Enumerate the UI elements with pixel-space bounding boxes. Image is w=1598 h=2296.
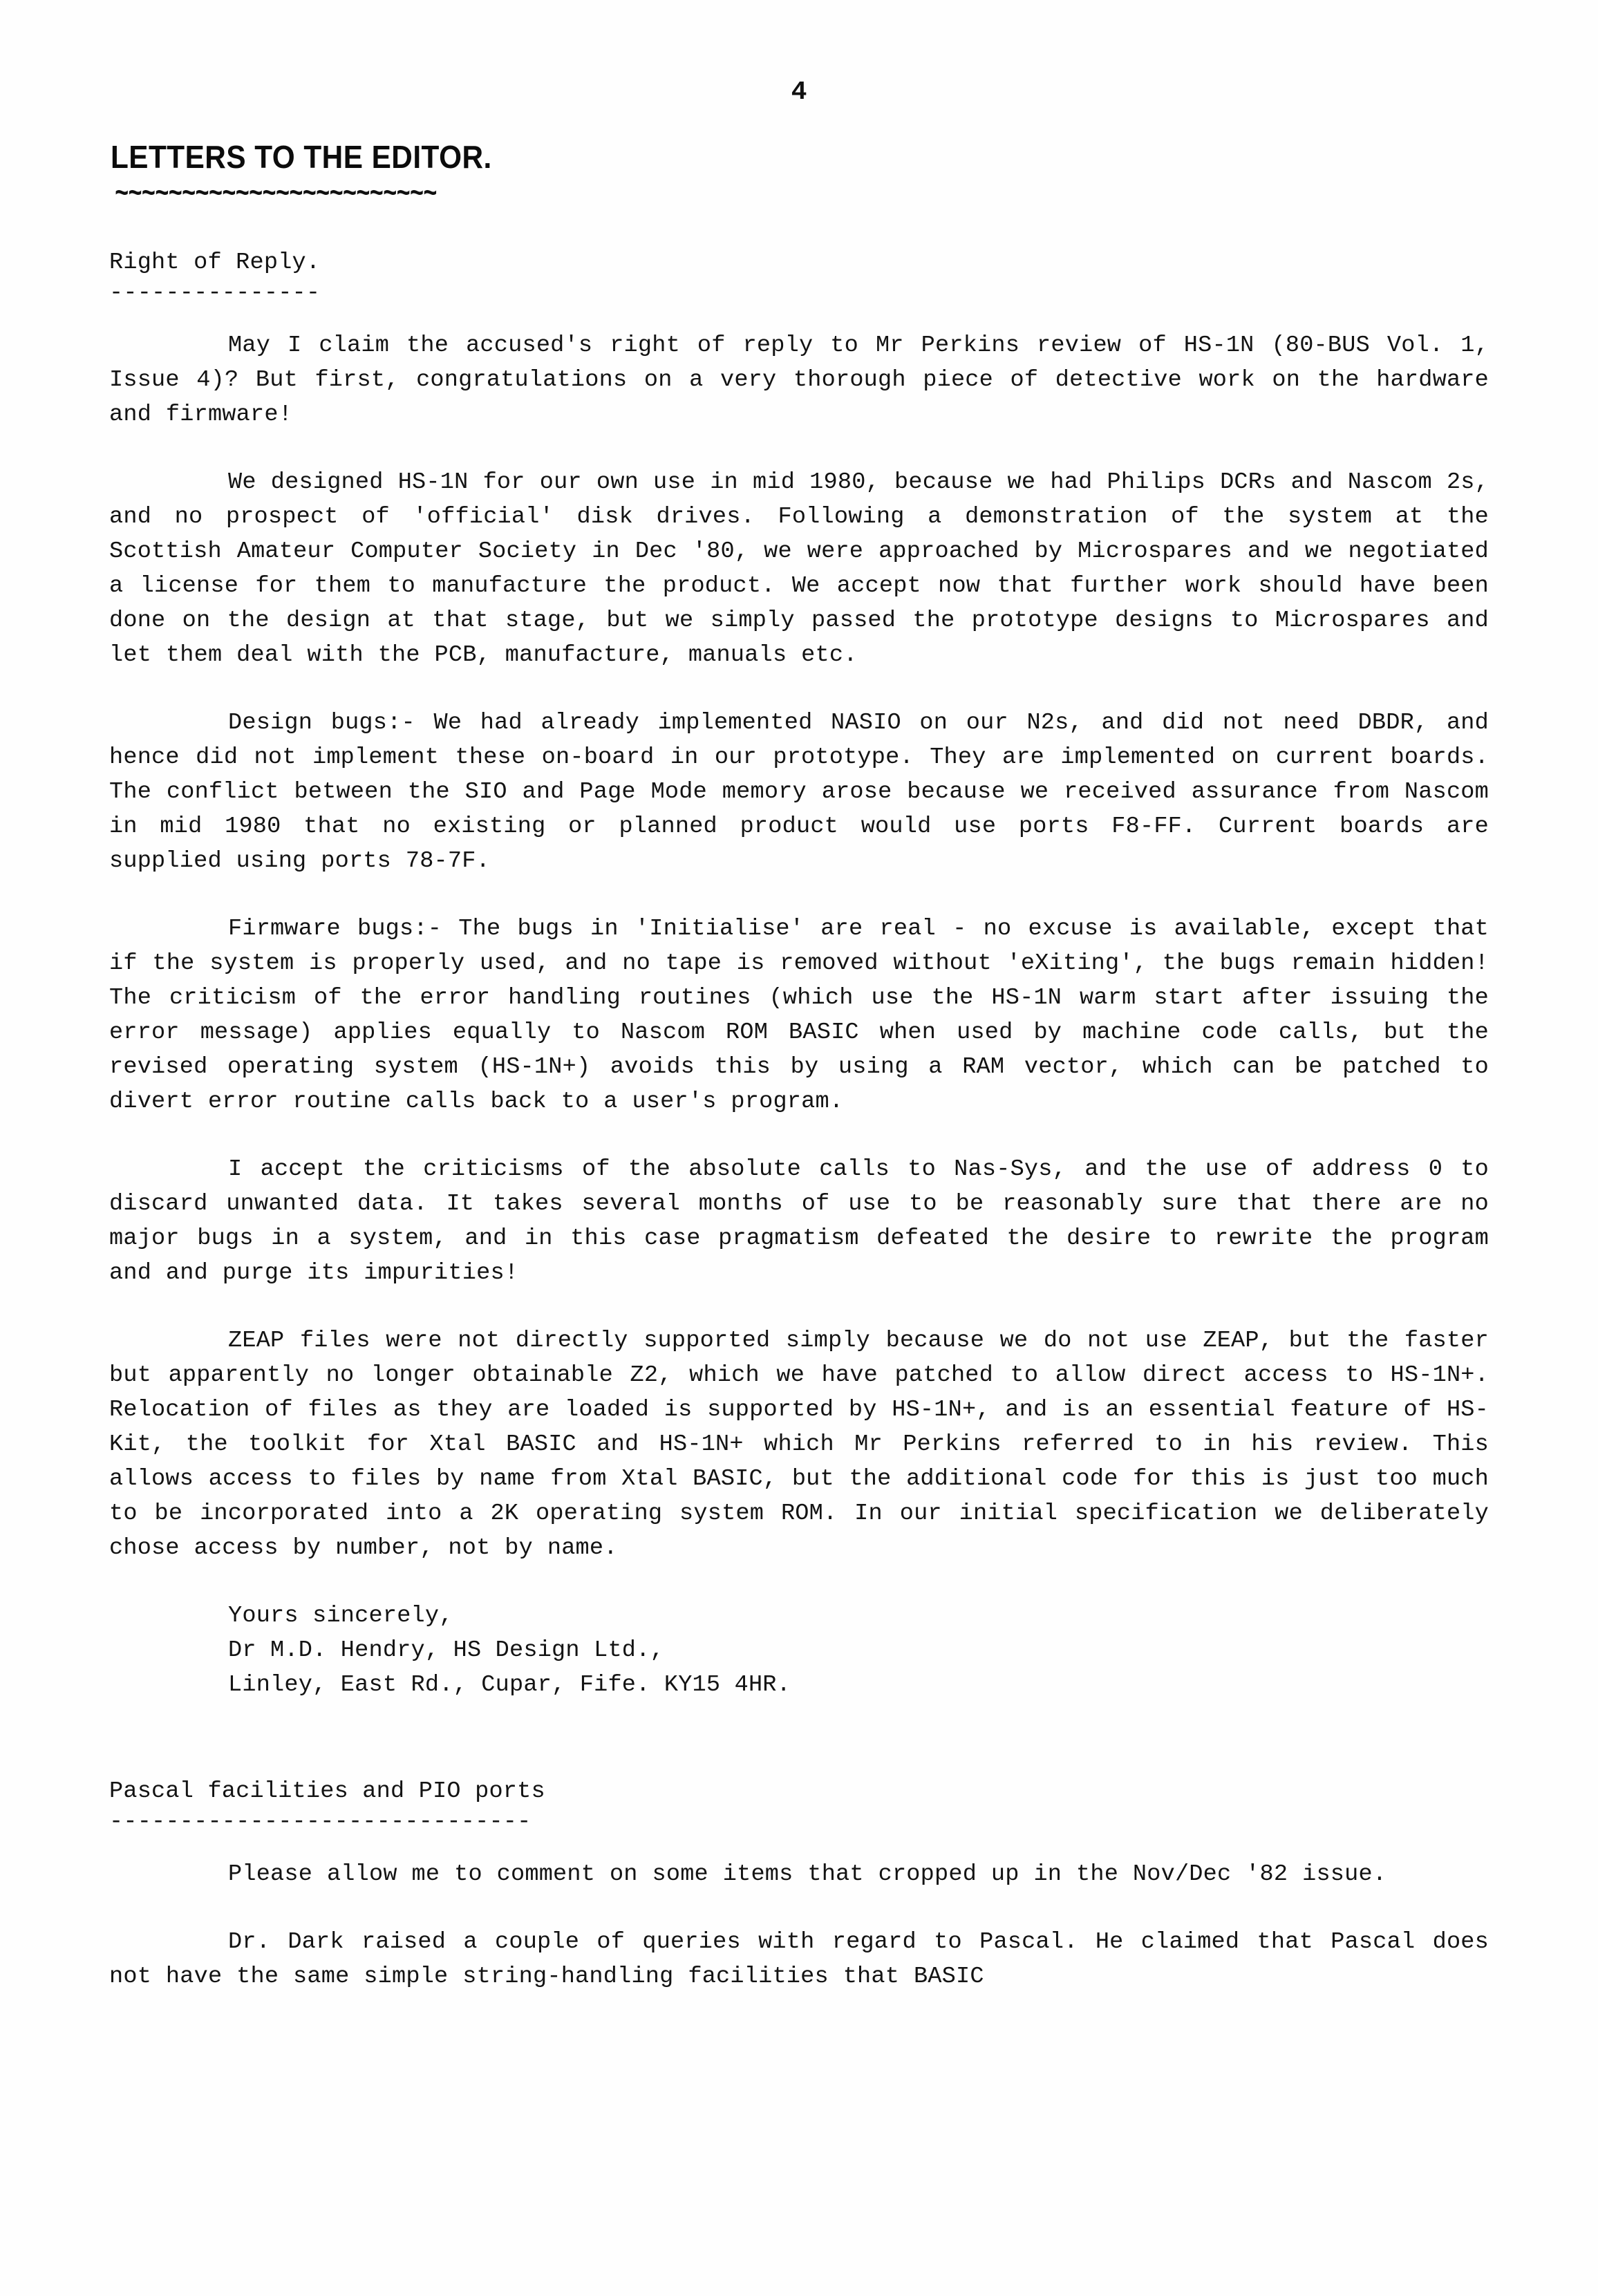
page-title: LETTERS TO THE EDITOR.	[111, 139, 492, 175]
spacer	[109, 432, 1489, 465]
paragraph-text: May I claim the accused's right of reply to Mr Perkins review of HS-1N (80-BUS Vol. 1, Issue 4)? But first, congratulations on a very thorough piece of detective work on the hardware and firmware!	[109, 332, 1489, 428]
signature-block	[228, 1599, 1489, 1702]
spacer	[109, 1290, 1489, 1324]
letter-paragraph	[109, 328, 1489, 432]
letter-paragraph	[109, 1324, 1489, 1565]
letter-heading-underline: ---------------	[109, 280, 321, 306]
paragraph-text: I accept the criticisms of the absolute calls to Nas-Sys, and the use of address 0 to discard unwanted data. It takes several months of use to be reasonably sure that there are no major bugs in a system, and in this case pragmatism defeated the desire to rewrite the program and and purge its impurities!	[109, 1156, 1489, 1286]
letter-paragraph	[109, 912, 1489, 1119]
letter-heading: Pascal facilities and PIO ports	[109, 1778, 545, 1805]
letter-paragraph	[109, 1925, 1489, 1994]
paragraph-text: ZEAP files were not directly supported simply because we do not use ZEAP, but the faster but apparently no longer obtainable Z2, which we have patched to allow direct access to HS-1N+. Relocation of files as they are loaded is supported by HS-1N+, and is an essential feature of HS-Kit, the toolkit for Xtal BASIC and HS-1N+ which Mr Perkins referred to in his review. This allows access to files by name from Xtal BASIC, but the additional code for this is just too much to be incorporated into a 2K operating system ROM. In our initial specification we deliberately chose access by number, not by name.	[109, 1328, 1489, 1561]
letter-pascal-facilities	[109, 1774, 1489, 1994]
paragraph-text: Dr. Dark raised a couple of queries with regard to Pascal. He claimed that Pascal does not have the same simple string-handling facilities that BASIC	[109, 1929, 1489, 1990]
letter-heading: Right of Reply.	[109, 250, 321, 276]
page-title-underline: ~~~~~~~~~~~~~~~~~~~~~~~~	[115, 178, 437, 213]
spacer	[109, 672, 1489, 706]
letter-paragraph	[109, 1152, 1489, 1290]
letter-paragraph	[109, 465, 1489, 672]
paragraph-text: We designed HS-1N for our own use in mid 1980, because we had Philips DCRs and Nascom 2s, and no prospect of 'official' disk drives. Following a demonstration of the system at the Scottish Amateur Computer Society in Dec '80, we were approached by Microspares and we negotiated a license for them to manufacture the product. We accept now that further work should have been done on the design at that stage, but we simply passed the prototype designs to Microspares and let them deal with the PCB, manufacture, manuals etc.	[109, 469, 1489, 668]
page-number: 4	[791, 77, 807, 107]
signature-line: Yours sincerely,	[228, 1603, 453, 1629]
letter-heading-underline: ------------------------------	[109, 1809, 532, 1835]
spacer	[109, 1892, 1489, 1925]
letters-body	[109, 245, 1489, 1994]
spacer	[109, 1565, 1489, 1599]
spacer	[109, 310, 1489, 328]
letter-right-of-reply	[109, 245, 1489, 1702]
letter-paragraph	[109, 706, 1489, 878]
paragraph-text: Design bugs:- We had already implemented NASIO on our N2s, and did not need DBDR, and hence did not implement these on-board in our prototype. They are implemented on current boards. The conflict between the SIO and Page Mode memory arose because we received assurance from Nascom in mid 1980 that no existing or planned product would use ports F8-FF. Current boards are supplied using ports 78-7F.	[109, 710, 1489, 874]
spacer	[109, 1702, 1489, 1774]
signature-line: Linley, East Rd., Cupar, Fife. KY15 4HR.	[228, 1672, 791, 1698]
paragraph-text: Firmware bugs:- The bugs in 'Initialise' are real - no excuse is available, except that if the system is properly used, and no tape is removed without 'eXiting', the bugs remain hidden! The criticism of the error handling routines (which use the HS-1N warm start after issuing the error message) applies equally to Nascom ROM BASIC when used by machine code calls, but the revised operating system (HS-1N+) avoids this by using a RAM vector, which can be patched to divert error routine calls back to a user's program.	[109, 916, 1489, 1115]
letter-paragraph	[109, 1857, 1489, 1892]
spacer	[109, 1119, 1489, 1152]
spacer	[109, 1839, 1489, 1857]
spacer	[109, 878, 1489, 912]
paragraph-text: Please allow me to comment on some items that cropped up in the Nov/Dec '82 issue.	[228, 1861, 1387, 1888]
signature-line: Dr M.D. Hendry, HS Design Ltd.,	[228, 1637, 664, 1664]
